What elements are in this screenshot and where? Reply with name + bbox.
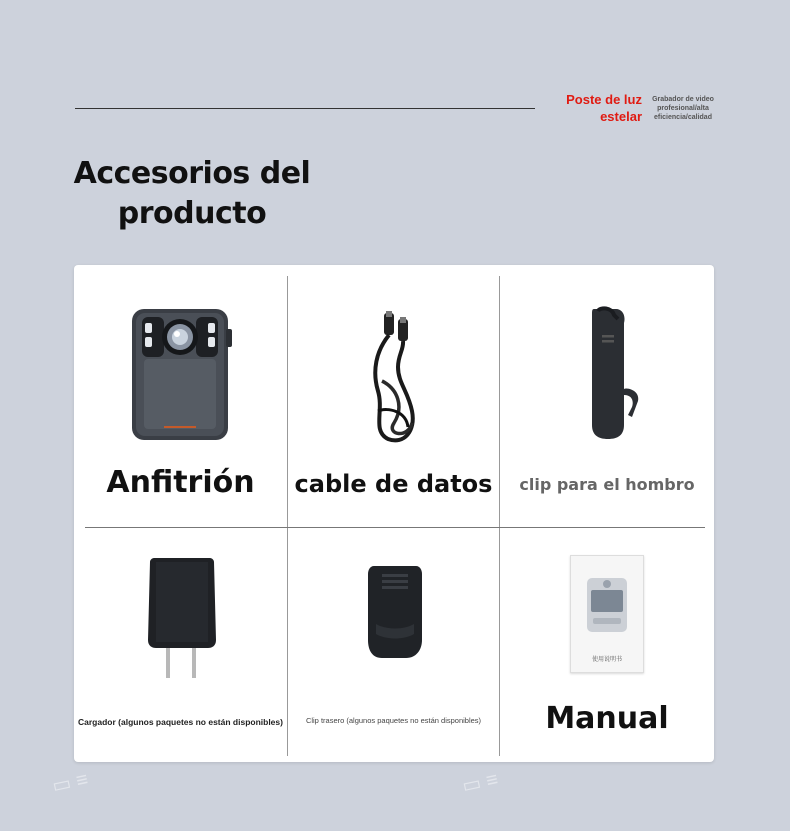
accessory-label: Clip trasero (algunos paquetes no están disponibles) (305, 716, 482, 725)
brand-block (548, 91, 718, 127)
usb-cable-icon (368, 311, 420, 445)
back-clip-icon (366, 564, 424, 660)
watermark: ▭ ≡ (50, 768, 91, 798)
accessory-label: Cargador (algunos paquetes no están disponibles) (78, 717, 283, 727)
header-rule (75, 108, 535, 109)
page-title: Accesorios del producto (73, 156, 311, 231)
booklet-camera-image (585, 576, 629, 634)
accessory-shoulder-clip (500, 265, 714, 527)
wall-charger-icon (146, 554, 218, 680)
accessory-label: Anfitrión (106, 465, 255, 500)
shoulder-clip-icon (588, 305, 650, 441)
accessories-card (74, 265, 714, 762)
accessory-label: Manual (545, 701, 669, 736)
manual-booklet-icon (570, 555, 644, 673)
accessory-host (74, 265, 287, 527)
accessory-back-clip (288, 528, 499, 756)
accessory-label: clip para el hombro (519, 475, 695, 494)
accessory-manual (500, 528, 714, 756)
accessory-label: cable de datos (294, 470, 493, 498)
accessory-data-cable (288, 265, 499, 527)
accessory-charger (74, 528, 287, 756)
watermark: ▭ ≡ (460, 768, 501, 798)
body-camera-icon (130, 307, 234, 442)
booklet-title: 使用说明书 (591, 657, 622, 663)
brand-name: Poste de luz estelar (566, 92, 642, 124)
brand-tagline: Grabador de video profesional/alta eficiencia/calidad (652, 96, 714, 121)
